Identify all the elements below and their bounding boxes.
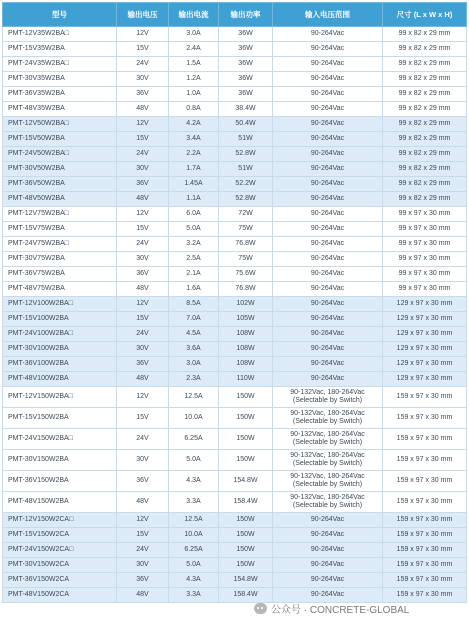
- table-row: [3, 327, 467, 342]
- cell-dimensions: 99 x 82 x 29 mm: [383, 132, 467, 147]
- cell-output-voltage: 30V: [117, 252, 169, 267]
- cell-input-voltage: 90-264Vac: [273, 372, 383, 387]
- cell-model: PMT-48V100W2BA: [3, 372, 117, 387]
- cell-model: PMT-12V35W2BA□: [3, 27, 117, 42]
- table-row: [3, 87, 467, 102]
- cell-dimensions: 99 x 97 x 30 mm: [383, 237, 467, 252]
- cell-output-voltage: 12V: [117, 27, 169, 42]
- cell-input-voltage: 90-264Vac: [273, 237, 383, 252]
- cell-output-current: 3.2A: [169, 237, 219, 252]
- cell-input-voltage: 90-264Vac: [273, 102, 383, 117]
- cell-output-voltage: 48V: [117, 282, 169, 297]
- cell-output-voltage: 30V: [117, 72, 169, 87]
- cell-output-power: 36W: [219, 27, 273, 42]
- cell-output-power: 158.4W: [219, 588, 273, 603]
- cell-output-power: 150W: [219, 528, 273, 543]
- cell-model: PMT-15V150W2CA: [3, 528, 117, 543]
- cell-output-voltage: 48V: [117, 372, 169, 387]
- cell-output-current: 5.0A: [169, 222, 219, 237]
- cell-dimensions: 99 x 82 x 29 mm: [383, 42, 467, 57]
- cell-dimensions: 99 x 82 x 29 mm: [383, 177, 467, 192]
- input-voltage-line: (Selectable by Switch): [292, 502, 363, 509]
- cell-dimensions: 99 x 82 x 29 mm: [383, 72, 467, 87]
- table-row: [3, 573, 467, 588]
- cell-output-power: 51W: [219, 162, 273, 177]
- cell-output-power: 75W: [219, 252, 273, 267]
- cell-output-voltage: 15V: [117, 408, 169, 429]
- cell-model: PMT-15V35W2BA: [3, 42, 117, 57]
- table-row: [3, 252, 467, 267]
- cell-dimensions: 129 x 97 x 30 mm: [383, 372, 467, 387]
- table-row: [3, 297, 467, 312]
- cell-input-voltage: 90-264Vac: [273, 297, 383, 312]
- cell-input-voltage: 90-264Vac: [273, 42, 383, 57]
- cell-input-voltage: 90-264Vac: [273, 513, 383, 528]
- cell-input-voltage: 90-264Vac: [273, 312, 383, 327]
- cell-input-voltage: [273, 471, 383, 492]
- cell-input-voltage: 90-264Vac: [273, 147, 383, 162]
- cell-output-current: 4.2A: [169, 117, 219, 132]
- cell-output-current: 1.1A: [169, 192, 219, 207]
- cell-output-power: 150W: [219, 387, 273, 408]
- cell-dimensions: 159 x 97 x 30 mm: [383, 408, 467, 429]
- table-row: [3, 513, 467, 528]
- cell-output-power: 72W: [219, 207, 273, 222]
- cell-output-power: 108W: [219, 327, 273, 342]
- col-header-dimensions: 尺寸 (L x W x H): [383, 3, 467, 27]
- cell-input-voltage: 90-264Vac: [273, 267, 383, 282]
- cell-input-voltage: 90-264Vac: [273, 282, 383, 297]
- cell-input-voltage: [273, 450, 383, 471]
- cell-output-power: 105W: [219, 312, 273, 327]
- table-row: [3, 177, 467, 192]
- cell-dimensions: 159 x 97 x 30 mm: [383, 528, 467, 543]
- table-row: [3, 528, 467, 543]
- cell-output-current: 4.3A: [169, 573, 219, 588]
- cell-output-current: 0.8A: [169, 102, 219, 117]
- cell-dimensions: 129 x 97 x 30 mm: [383, 357, 467, 372]
- cell-model: PMT-12V50W2BA□: [3, 117, 117, 132]
- cell-output-current: 3.0A: [169, 357, 219, 372]
- cell-output-voltage: 12V: [117, 387, 169, 408]
- cell-output-voltage: 15V: [117, 312, 169, 327]
- cell-output-current: 1.0A: [169, 87, 219, 102]
- cell-output-power: 36W: [219, 87, 273, 102]
- cell-output-current: 3.3A: [169, 492, 219, 513]
- cell-output-voltage: 12V: [117, 117, 169, 132]
- cell-dimensions: 129 x 97 x 30 mm: [383, 327, 467, 342]
- cell-model: PMT-30V75W2BA: [3, 252, 117, 267]
- spec-table: [2, 2, 467, 603]
- cell-model: PMT-48V35W2BA: [3, 102, 117, 117]
- cell-dimensions: 99 x 97 x 30 mm: [383, 252, 467, 267]
- cell-model: PMT-24V50W2BA□: [3, 147, 117, 162]
- cell-model: PMT-30V50W2BA: [3, 162, 117, 177]
- cell-output-voltage: 48V: [117, 588, 169, 603]
- cell-output-current: 2.1A: [169, 267, 219, 282]
- cell-output-power: 108W: [219, 357, 273, 372]
- cell-output-voltage: 30V: [117, 162, 169, 177]
- input-voltage-line: 90-132Vac, 180-264Vac: [290, 410, 365, 417]
- cell-model: PMT-15V150W2BA: [3, 408, 117, 429]
- table-row: [3, 492, 467, 513]
- cell-dimensions: 159 x 97 x 30 mm: [383, 450, 467, 471]
- cell-dimensions: 99 x 97 x 30 mm: [383, 207, 467, 222]
- cell-output-current: 12.5A: [169, 387, 219, 408]
- cell-model: PMT-30V100W2BA: [3, 342, 117, 357]
- table-row: [3, 357, 467, 372]
- table-row: [3, 222, 467, 237]
- cell-output-voltage: 24V: [117, 147, 169, 162]
- table-row: [3, 117, 467, 132]
- cell-output-voltage: 48V: [117, 192, 169, 207]
- cell-output-current: 6.25A: [169, 543, 219, 558]
- cell-output-power: 150W: [219, 543, 273, 558]
- cell-output-power: 52.2W: [219, 177, 273, 192]
- cell-output-current: 1.5A: [169, 57, 219, 72]
- cell-input-voltage: 90-264Vac: [273, 57, 383, 72]
- cell-dimensions: 159 x 97 x 30 mm: [383, 513, 467, 528]
- table-row: [3, 162, 467, 177]
- table-row: [3, 450, 467, 471]
- cell-output-voltage: 12V: [117, 513, 169, 528]
- cell-output-voltage: 24V: [117, 543, 169, 558]
- cell-output-power: 150W: [219, 513, 273, 528]
- cell-model: PMT-48V150W2CA: [3, 588, 117, 603]
- cell-model: PMT-36V35W2BA: [3, 87, 117, 102]
- cell-output-power: 36W: [219, 42, 273, 57]
- cell-input-voltage: 90-264Vac: [273, 177, 383, 192]
- cell-dimensions: 129 x 97 x 30 mm: [383, 342, 467, 357]
- cell-model: PMT-12V75W2BA□: [3, 207, 117, 222]
- cell-output-voltage: 30V: [117, 342, 169, 357]
- cell-output-current: 3.3A: [169, 588, 219, 603]
- cell-dimensions: 159 x 97 x 30 mm: [383, 387, 467, 408]
- cell-output-current: 3.6A: [169, 342, 219, 357]
- table-header-row: [3, 3, 467, 27]
- cell-output-power: 150W: [219, 429, 273, 450]
- cell-output-power: 154.8W: [219, 471, 273, 492]
- cell-output-power: 75.6W: [219, 267, 273, 282]
- cell-output-power: 150W: [219, 558, 273, 573]
- cell-model: PMT-48V50W2BA: [3, 192, 117, 207]
- cell-input-voltage: 90-264Vac: [273, 192, 383, 207]
- cell-output-current: 12.5A: [169, 513, 219, 528]
- cell-dimensions: 99 x 82 x 29 mm: [383, 192, 467, 207]
- cell-model: PMT-30V35W2BA: [3, 72, 117, 87]
- table-row: [3, 42, 467, 57]
- watermark-text: 公众号 · CONCRETE-GLOBAL: [271, 605, 410, 616]
- cell-output-current: 1.45A: [169, 177, 219, 192]
- cell-dimensions: 129 x 97 x 30 mm: [383, 297, 467, 312]
- cell-output-current: 2.4A: [169, 42, 219, 57]
- cell-model: PMT-36V75W2BA: [3, 267, 117, 282]
- cell-model: PMT-15V50W2BA: [3, 132, 117, 147]
- watermark: [254, 601, 409, 616]
- cell-input-voltage: 90-264Vac: [273, 558, 383, 573]
- table-row: [3, 57, 467, 72]
- cell-output-power: 52.8W: [219, 192, 273, 207]
- cell-model: PMT-24V150W2BA□: [3, 429, 117, 450]
- input-voltage-line: (Selectable by Switch): [292, 481, 363, 488]
- cell-model: PMT-24V35W2BA□: [3, 57, 117, 72]
- cell-output-voltage: 48V: [117, 492, 169, 513]
- cell-output-current: 10.0A: [169, 408, 219, 429]
- col-header-output-current: 输出电流: [169, 3, 219, 27]
- cell-dimensions: 99 x 82 x 29 mm: [383, 27, 467, 42]
- table-row: [3, 543, 467, 558]
- cell-output-power: 36W: [219, 72, 273, 87]
- cell-output-power: 76.8W: [219, 237, 273, 252]
- input-voltage-line: 90-132Vac, 180-264Vac: [290, 452, 365, 459]
- cell-output-power: 158.4W: [219, 492, 273, 513]
- input-voltage-line: (Selectable by Switch): [292, 418, 363, 425]
- cell-input-voltage: 90-264Vac: [273, 357, 383, 372]
- cell-model: PMT-36V150W2BA: [3, 471, 117, 492]
- table-row: [3, 147, 467, 162]
- cell-output-power: 52.8W: [219, 147, 273, 162]
- table-row: [3, 429, 467, 450]
- cell-output-current: 10.0A: [169, 528, 219, 543]
- input-voltage-line: 90-132Vac, 180-264Vac: [290, 494, 365, 501]
- cell-output-power: 102W: [219, 297, 273, 312]
- cell-model: PMT-24V75W2BA□: [3, 237, 117, 252]
- cell-input-voltage: 90-264Vac: [273, 207, 383, 222]
- cell-output-current: 4.5A: [169, 327, 219, 342]
- cell-input-voltage: 90-264Vac: [273, 528, 383, 543]
- cell-model: PMT-36V50W2BA: [3, 177, 117, 192]
- cell-input-voltage: 90-264Vac: [273, 117, 383, 132]
- cell-input-voltage: 90-264Vac: [273, 87, 383, 102]
- cell-model: PMT-12V150W2CA□: [3, 513, 117, 528]
- cell-model: PMT-12V150W2BA□: [3, 387, 117, 408]
- cell-model: PMT-15V75W2BA: [3, 222, 117, 237]
- cell-model: PMT-36V150W2CA: [3, 573, 117, 588]
- cell-output-current: 5.0A: [169, 558, 219, 573]
- cell-output-voltage: 12V: [117, 207, 169, 222]
- cell-input-voltage: [273, 429, 383, 450]
- table-row: [3, 387, 467, 408]
- cell-output-voltage: 36V: [117, 267, 169, 282]
- cell-output-voltage: 24V: [117, 429, 169, 450]
- cell-model: PMT-36V100W2BA: [3, 357, 117, 372]
- cell-input-voltage: 90-264Vac: [273, 543, 383, 558]
- cell-output-voltage: 12V: [117, 297, 169, 312]
- cell-output-current: 2.3A: [169, 372, 219, 387]
- input-voltage-line: 90-132Vac, 180-264Vac: [290, 389, 365, 396]
- cell-output-power: 150W: [219, 408, 273, 429]
- cell-output-power: 150W: [219, 450, 273, 471]
- table-row: [3, 312, 467, 327]
- cell-dimensions: 159 x 97 x 30 mm: [383, 558, 467, 573]
- col-header-input-voltage: 输入电压范围: [273, 3, 383, 27]
- input-voltage-line: 90-132Vac, 180-264Vac: [290, 473, 365, 480]
- table-row: [3, 372, 467, 387]
- cell-input-voltage: 90-264Vac: [273, 327, 383, 342]
- cell-dimensions: 99 x 82 x 29 mm: [383, 87, 467, 102]
- cell-output-current: 4.3A: [169, 471, 219, 492]
- table-row: [3, 207, 467, 222]
- cell-dimensions: 159 x 97 x 30 mm: [383, 588, 467, 603]
- cell-output-voltage: 30V: [117, 558, 169, 573]
- cell-input-voltage: 90-264Vac: [273, 27, 383, 42]
- cell-output-current: 6.0A: [169, 207, 219, 222]
- table-row: [3, 471, 467, 492]
- cell-input-voltage: 90-264Vac: [273, 132, 383, 147]
- cell-model: PMT-24V100W2BA□: [3, 327, 117, 342]
- cell-model: PMT-30V150W2BA: [3, 450, 117, 471]
- cell-output-current: 2.5A: [169, 252, 219, 267]
- cell-output-voltage: 36V: [117, 177, 169, 192]
- cell-output-power: 154.8W: [219, 573, 273, 588]
- table-row: [3, 237, 467, 252]
- cell-output-current: 6.25A: [169, 429, 219, 450]
- input-voltage-line: (Selectable by Switch): [292, 397, 363, 404]
- cell-output-voltage: 24V: [117, 327, 169, 342]
- table-row: [3, 72, 467, 87]
- cell-output-current: 1.2A: [169, 72, 219, 87]
- table-row: [3, 102, 467, 117]
- input-voltage-line: 90-132Vac, 180-264Vac: [290, 431, 365, 438]
- cell-input-voltage: [273, 408, 383, 429]
- col-header-model: 型号: [3, 3, 117, 27]
- cell-model: PMT-48V150W2BA: [3, 492, 117, 513]
- cell-output-voltage: 24V: [117, 57, 169, 72]
- cell-output-voltage: 15V: [117, 42, 169, 57]
- cell-output-power: 38.4W: [219, 102, 273, 117]
- table-body: [3, 27, 467, 603]
- cell-output-current: 8.5A: [169, 297, 219, 312]
- cell-output-voltage: 36V: [117, 573, 169, 588]
- cell-dimensions: 99 x 97 x 30 mm: [383, 282, 467, 297]
- cell-input-voltage: 90-264Vac: [273, 252, 383, 267]
- cell-output-voltage: 36V: [117, 87, 169, 102]
- cell-output-voltage: 15V: [117, 528, 169, 543]
- cell-output-power: 50.4W: [219, 117, 273, 132]
- cell-input-voltage: [273, 387, 383, 408]
- table-row: [3, 558, 467, 573]
- cell-output-voltage: 36V: [117, 357, 169, 372]
- cell-dimensions: 159 x 97 x 30 mm: [383, 471, 467, 492]
- cell-model: PMT-30V150W2CA: [3, 558, 117, 573]
- table-row: [3, 342, 467, 357]
- cell-dimensions: 159 x 97 x 30 mm: [383, 492, 467, 513]
- input-voltage-line: (Selectable by Switch): [292, 460, 363, 467]
- cell-input-voltage: [273, 492, 383, 513]
- wechat-icon: [254, 603, 267, 614]
- table-row: [3, 132, 467, 147]
- cell-output-power: 36W: [219, 57, 273, 72]
- table-row: [3, 282, 467, 297]
- cell-input-voltage: 90-264Vac: [273, 573, 383, 588]
- cell-input-voltage: 90-264Vac: [273, 588, 383, 603]
- cell-output-voltage: 36V: [117, 471, 169, 492]
- cell-output-current: 5.0A: [169, 450, 219, 471]
- cell-output-current: 1.7A: [169, 162, 219, 177]
- cell-output-voltage: 48V: [117, 102, 169, 117]
- cell-dimensions: 159 x 97 x 30 mm: [383, 543, 467, 558]
- cell-input-voltage: 90-264Vac: [273, 222, 383, 237]
- cell-dimensions: 129 x 97 x 30 mm: [383, 312, 467, 327]
- cell-dimensions: 99 x 82 x 29 mm: [383, 102, 467, 117]
- cell-output-voltage: 15V: [117, 132, 169, 147]
- cell-input-voltage: 90-264Vac: [273, 162, 383, 177]
- input-voltage-line: (Selectable by Switch): [292, 439, 363, 446]
- cell-output-current: 3.0A: [169, 27, 219, 42]
- cell-dimensions: 159 x 97 x 30 mm: [383, 429, 467, 450]
- cell-dimensions: 99 x 97 x 30 mm: [383, 267, 467, 282]
- cell-model: PMT-15V100W2BA: [3, 312, 117, 327]
- table-row: [3, 27, 467, 42]
- cell-output-power: 110W: [219, 372, 273, 387]
- table-row: [3, 192, 467, 207]
- cell-model: PMT-24V150W2CA□: [3, 543, 117, 558]
- cell-output-power: 76.8W: [219, 282, 273, 297]
- cell-output-current: 7.0A: [169, 312, 219, 327]
- cell-input-voltage: 90-264Vac: [273, 342, 383, 357]
- cell-output-current: 3.4A: [169, 132, 219, 147]
- cell-output-voltage: 24V: [117, 237, 169, 252]
- cell-dimensions: 99 x 82 x 29 mm: [383, 57, 467, 72]
- cell-output-power: 108W: [219, 342, 273, 357]
- cell-input-voltage: 90-264Vac: [273, 72, 383, 87]
- cell-dimensions: 99 x 97 x 30 mm: [383, 222, 467, 237]
- cell-output-current: 2.2A: [169, 147, 219, 162]
- cell-output-power: 75W: [219, 222, 273, 237]
- cell-output-current: 1.6A: [169, 282, 219, 297]
- cell-model: PMT-12V100W2BA□: [3, 297, 117, 312]
- cell-output-voltage: 15V: [117, 222, 169, 237]
- table-row: [3, 267, 467, 282]
- col-header-output-voltage: 输出电压: [117, 3, 169, 27]
- cell-dimensions: 99 x 82 x 29 mm: [383, 117, 467, 132]
- cell-dimensions: 99 x 82 x 29 mm: [383, 162, 467, 177]
- cell-output-voltage: 30V: [117, 450, 169, 471]
- cell-output-power: 51W: [219, 132, 273, 147]
- cell-dimensions: 99 x 82 x 29 mm: [383, 147, 467, 162]
- col-header-output-power: 输出功率: [219, 3, 273, 27]
- cell-dimensions: 159 x 97 x 30 mm: [383, 573, 467, 588]
- cell-model: PMT-48V75W2BA: [3, 282, 117, 297]
- table-row: [3, 408, 467, 429]
